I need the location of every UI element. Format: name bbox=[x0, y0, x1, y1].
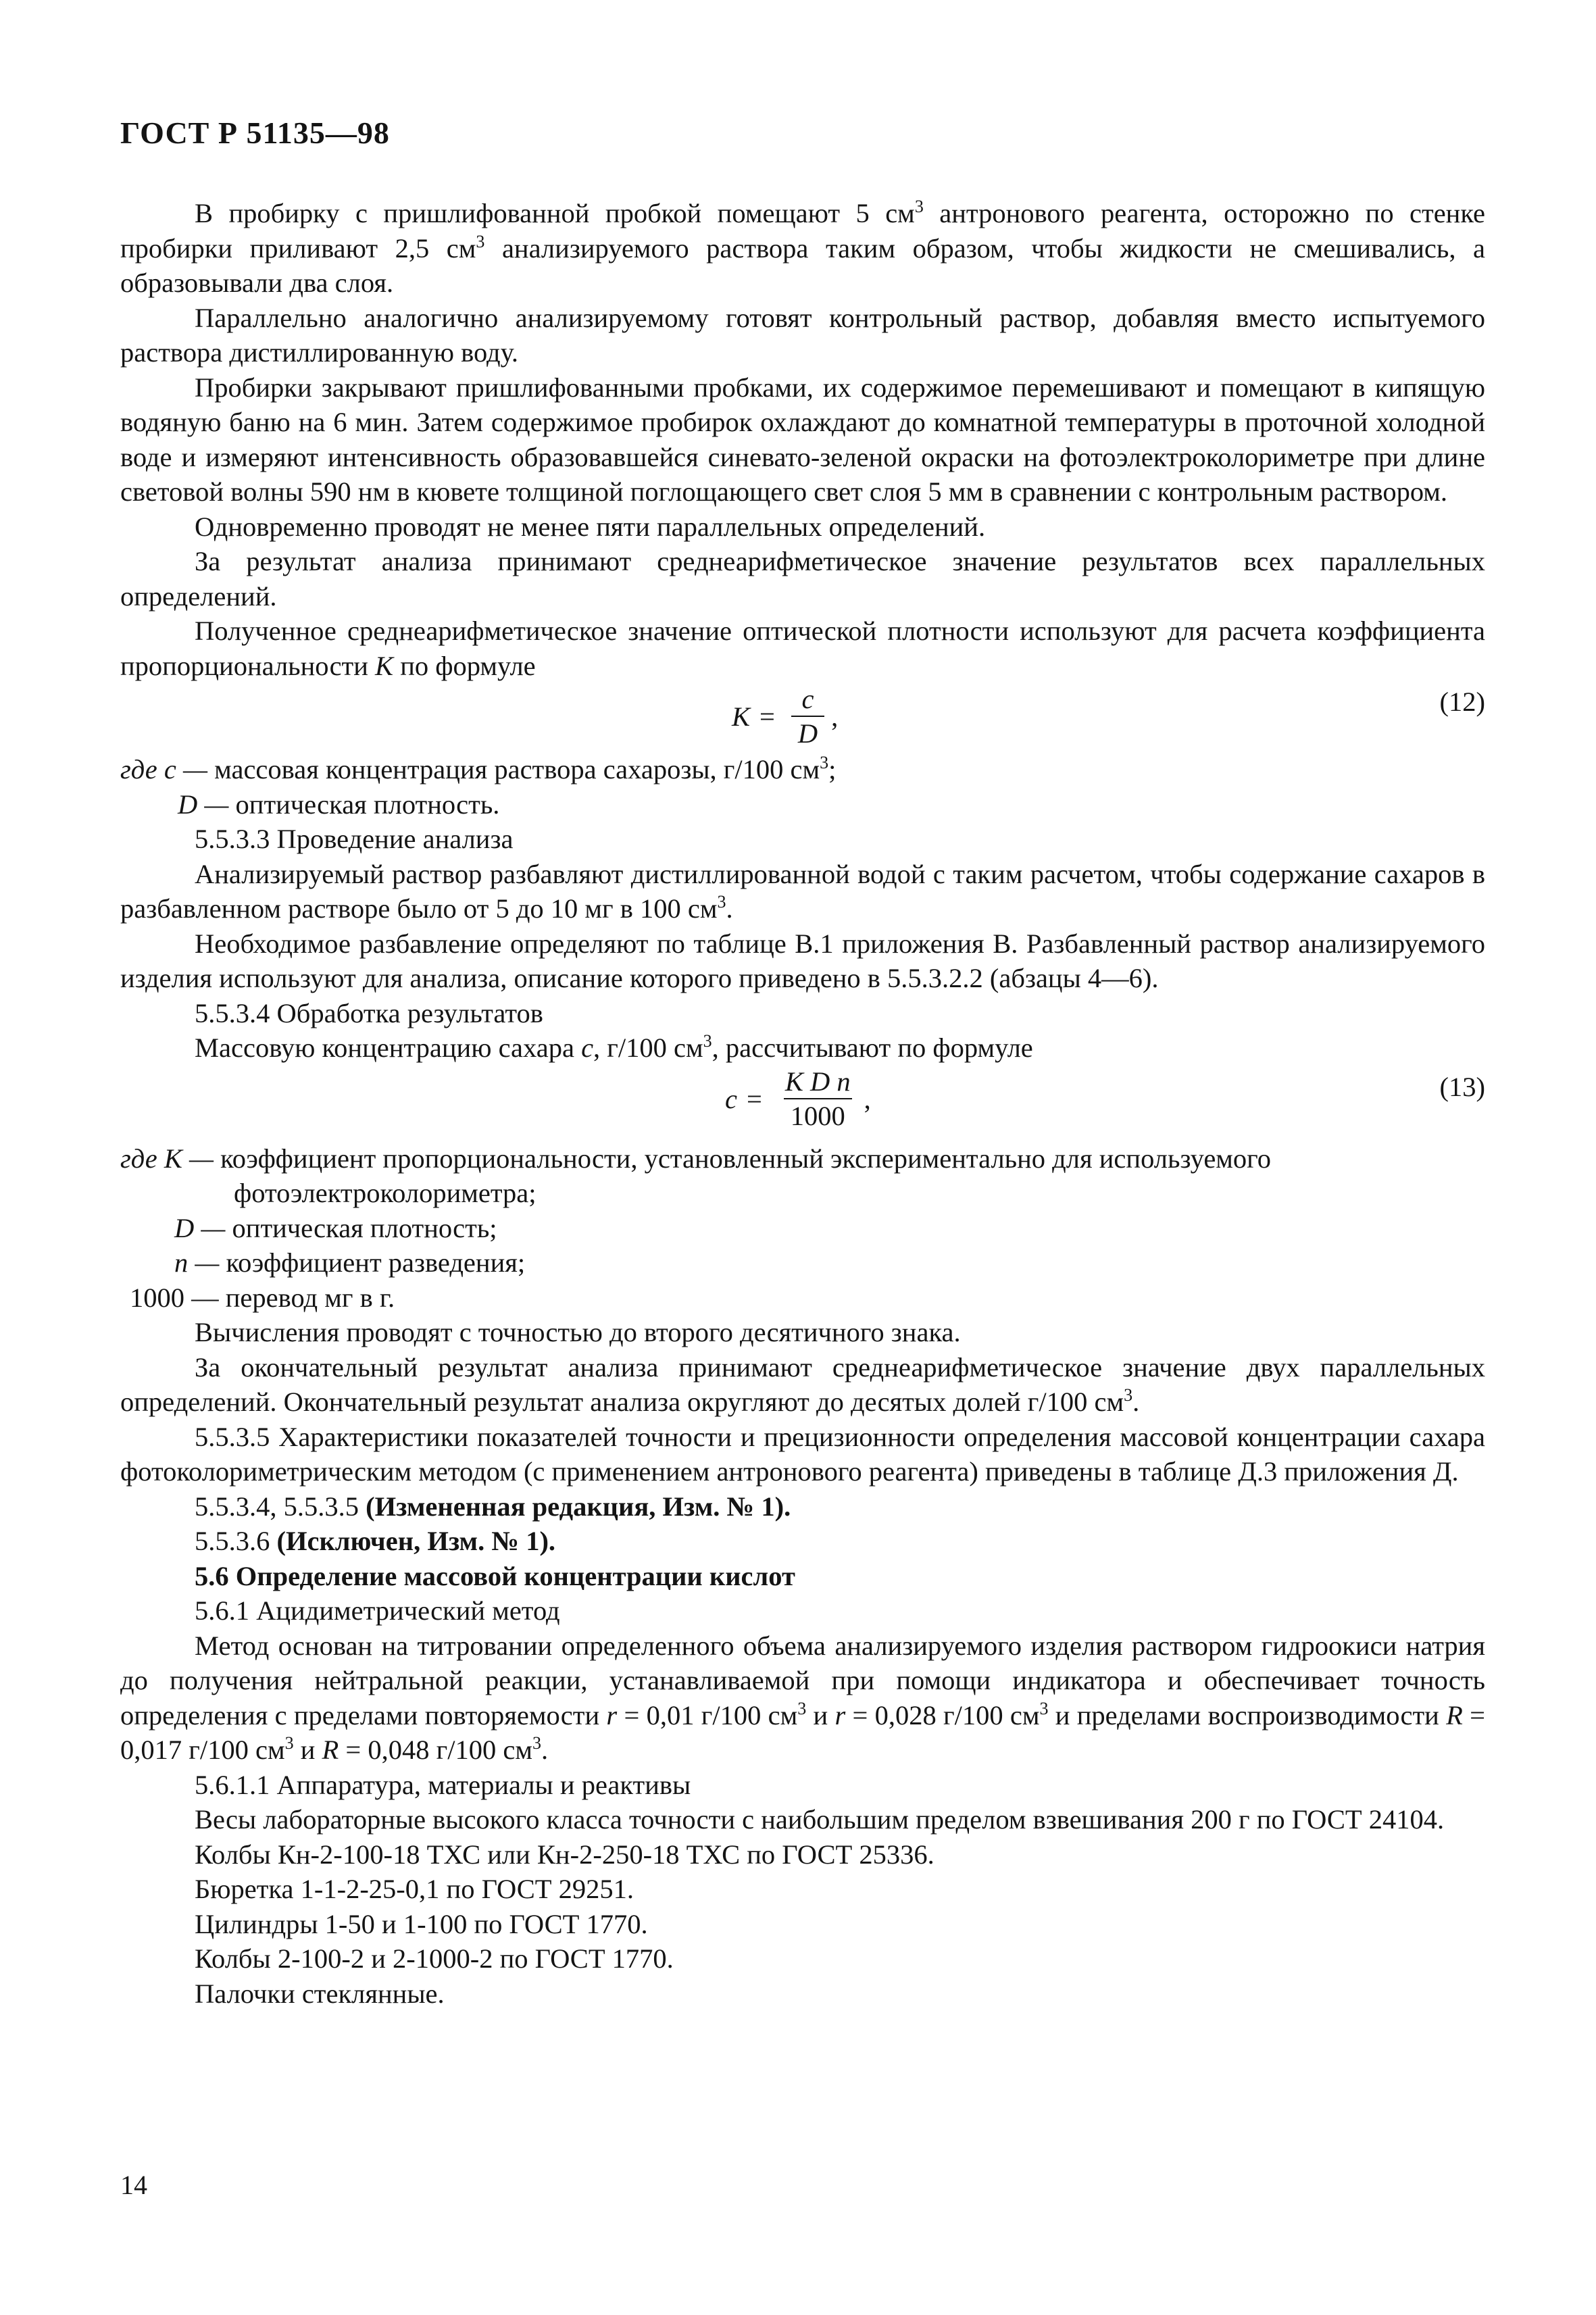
list-item: Весы лабораторные высокого класса точности с наибольшим пределом взвешивания 200 г по ГОСТ 24104. bbox=[195, 1804, 1445, 1835]
paragraph: В пробирку с пришлифованной пробкой помещают 5 $см^3$ антронового реагента, осторожно по стенке пробирки приливают 2,5 $см^3$ анализируемого раствора таким образом, чтобы жидкости не смешивались, а образовывали два слоя. bbox=[120, 197, 1486, 298]
section-heading: 5.6.1 Ацидиметрический метод bbox=[195, 1595, 560, 1626]
where-line: D — оптическая плотность; bbox=[174, 1212, 497, 1243]
document-header: ГОСТ Р 51135—98 bbox=[120, 116, 390, 150]
section-heading: 5.5.3.3 Проведение анализа bbox=[195, 824, 514, 854]
section-heading: 5.6.1.1 Аппаратура, материалы и реактивы bbox=[195, 1769, 691, 1800]
where-line: 1000 — перевод мг в г. bbox=[130, 1282, 395, 1313]
fraction-numerator: c bbox=[801, 684, 814, 714]
where-label: n — bbox=[174, 1247, 220, 1278]
section-heading: 5.5.3.4 Обработка результатов bbox=[195, 997, 543, 1028]
amendment-note: 5.5.3.6 (Исключен, Изм. № 1). bbox=[195, 1526, 556, 1556]
list-item: Бюретка 1-1-2-25-0,1 по ГОСТ 29251. bbox=[195, 1874, 634, 1904]
paragraph: Пробирки закрывают пришлифованными пробками, их содержимое перемешивают и помещают в кипящую водяную баню на 6 мин. Затем содержимое пробирок охлаждают до комнатной температуры в проточной холодной воде и измеряют интенсивность образовавшейся синевато-зеленой окраски на фотоэлектроколориметре при длине световой волны 590 нм в кювете толщиной поглощающего свет слоя 5 мм в сравнении с контрольным раствором. bbox=[120, 372, 1485, 507]
paragraph: За окончательный результат анализа принимают среднеарифметическое значение двух параллельных определений. Окончательный результат анализа округляют до десятых долей г/100 $см^3$. bbox=[120, 1351, 1485, 1417]
formula-fraction bbox=[791, 683, 824, 751]
where-label: D — bbox=[174, 1212, 226, 1243]
where-label: 1000 — bbox=[130, 1282, 219, 1313]
paragraph: Одновременно проводят не менее пяти параллельных определений. bbox=[195, 511, 986, 542]
list-item: Колбы Кн-2-100-18 ТХС или Кн-2-250-18 ТХС по ГОСТ 25336. bbox=[195, 1839, 934, 1870]
formula-13 bbox=[120, 1066, 1485, 1141]
list-item: Цилиндры 1-50 и 1-100 по ГОСТ 1770. bbox=[195, 1908, 648, 1939]
formula-lhs: c bbox=[725, 1083, 737, 1114]
where-line: где c — массовая концентрация раствора сахарозы, г/100 $см^3$; bbox=[120, 753, 837, 785]
paragraph: Анализируемый раствор разбавляют дистиллированной водой с таким расчетом, чтобы содержание сахаров в разбавленном растворе было от 5 до 10 мг в 100 $см^3$. bbox=[120, 858, 1485, 924]
paragraph: Полученное среднеарифметическое значение оптической плотности используют для расчета коэффициента пропорциональности K по формуле bbox=[120, 616, 1485, 681]
formula-number: (13) bbox=[1439, 1071, 1485, 1102]
where-line: фотоэлектроколориметра; bbox=[234, 1178, 537, 1208]
where-label: D — bbox=[178, 789, 229, 820]
list-item: Палочки стеклянные. bbox=[195, 1978, 445, 2009]
where-label: где K — bbox=[120, 1143, 214, 1174]
formula-fraction bbox=[778, 1066, 857, 1133]
where-line: n — коэффициент разведения; bbox=[174, 1247, 526, 1278]
where-label: где c — bbox=[120, 754, 207, 785]
paragraph: Массовую концентрацию сахара c, г/100 $см^3$, рассчитывают по формуле bbox=[195, 1031, 1033, 1063]
page-number: 14 bbox=[120, 2170, 147, 2200]
where-line: где K — коэффициент пропорциональности, установленный экспериментально для используемого bbox=[120, 1143, 1272, 1174]
formula-number: (12) bbox=[1439, 687, 1485, 717]
amendment-note: 5.5.3.4, 5.5.3.5 (Измененная редакция, Изм. № 1). bbox=[195, 1491, 791, 1522]
fraction-numerator: K D n bbox=[784, 1066, 851, 1097]
document-body bbox=[120, 196, 1485, 2011]
formula-equals: = bbox=[746, 1083, 762, 1114]
paragraph: Вычисления проводят с точностью до второго десятичного знака. bbox=[195, 1317, 961, 1347]
paragraph: Необходимое разбавление определяют по таблице В.1 приложения В. Разбавленный раствор анализируемого изделия используют для анализа, описание которого приведено в 5.5.3.2.2 (абзацы 4—6). bbox=[120, 928, 1485, 993]
where-line: D — оптическая плотность. bbox=[178, 789, 500, 820]
formula-equals: = bbox=[759, 701, 775, 732]
fraction-denominator: D bbox=[791, 716, 824, 751]
paragraph: За результат анализа принимают среднеарифметическое значение результатов всех параллельных определений. bbox=[120, 546, 1485, 612]
section-heading: 5.6 Определение массовой концентрации кислот bbox=[195, 1560, 795, 1591]
paragraph: 5.5.3.5 Характеристики показателей точности и прецизионности определения массовой концентрации сахара фотоколориметрическим методом (с применением антронового реагента) приведены в таблице Д.3 приложения Д. bbox=[120, 1421, 1485, 1487]
formula-lhs: K bbox=[732, 701, 751, 732]
list-item: Колбы 2-100-2 и 2-1000-2 по ГОСТ 1770. bbox=[195, 1943, 674, 1974]
paragraph: Параллельно аналогично анализируемому готовят контрольный раствор, добавляя вместо испытуемого раствора дистиллированную воду. bbox=[120, 302, 1485, 368]
paragraph: Метод основан на титровании определенного объема анализируемого изделия раствором гидроокиси натрия до получения нейтральной реакции, устанавливаемой при помощи индикатора и обеспечивает точность определения с пределами повторяемости r = 0,01 г/100 $см^3$ и r = 0,028 г/100 $см^3$ и пределами воспроизводимости R = 0,017 г/100 $см^3$ и R = 0,048 г/100 $см^3$. bbox=[120, 1630, 1485, 1765]
formula-tail: , bbox=[864, 1083, 871, 1114]
fraction-denominator: 1000 bbox=[784, 1098, 852, 1133]
formula-tail: , bbox=[831, 701, 839, 732]
formula-12 bbox=[120, 683, 1485, 752]
